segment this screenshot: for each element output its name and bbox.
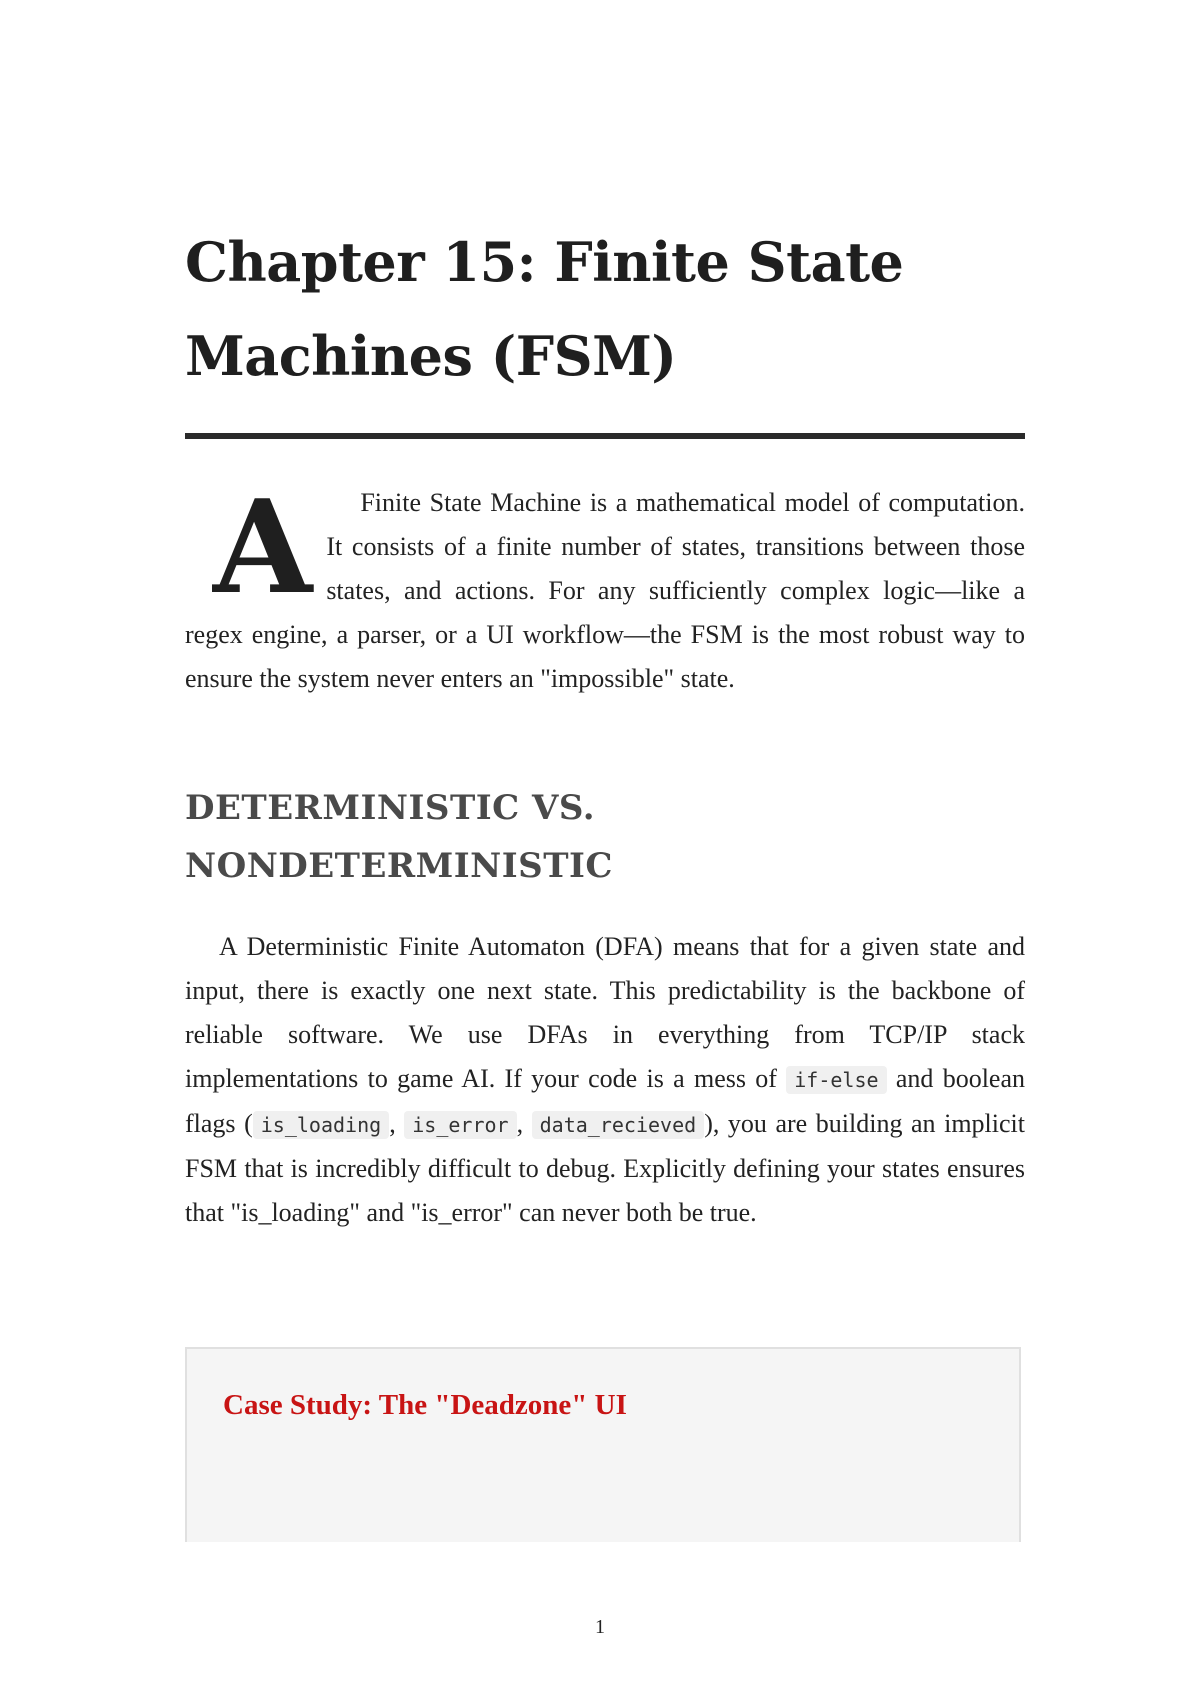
drop-cap: A xyxy=(213,473,313,623)
intro-paragraph xyxy=(185,473,1025,701)
title-divider xyxy=(185,433,1025,439)
page-number: 1 xyxy=(595,1616,605,1638)
chapter-title-line-2: Machines (FSM) xyxy=(185,324,677,388)
section-heading xyxy=(185,779,1025,895)
intro-text: Finite State Machine is a mathematical model of computation. It consists of a finite number of states, transitions between those states, and actions. For any sufficiently complex logic—like a regex engine, a parser, or a UI workflow—the FSM is the most robust way to ensure the system never enters an "impossible" state. xyxy=(185,488,1025,693)
dfa-text-part-2: and boolean flags ( xyxy=(185,1064,1025,1138)
code-separator-1: , xyxy=(389,1109,405,1138)
case-study-title: Case Study: The "Deadzone" UI xyxy=(223,1389,627,1421)
code-is-error: is_error xyxy=(404,1111,516,1139)
section-heading-line-1: DETERMINISTIC VS. xyxy=(185,788,596,828)
case-study-box xyxy=(185,1347,1021,1542)
code-is-loading: is_loading xyxy=(253,1111,389,1139)
dfa-paragraph xyxy=(185,925,1025,1235)
dfa-text-part-1: A Deterministic Finite Automaton (DFA) means that for a given state and input, there is exactly one next state. This predictability is the backbone of reliable software. We use DFAs in everything from TCP/IP stack implementations to game AI. If your code is a mess of xyxy=(185,932,1025,1093)
chapter-title xyxy=(185,215,1025,403)
page-content xyxy=(185,215,1025,1235)
chapter-title-line-1: Chapter 15: Finite State xyxy=(185,230,904,294)
dfa-text-part-3: ), you are building an implicit FSM that is incredibly difficult to debug. Explicitly defining your states ensures that "is_loading" and "is_error" can never both be true. xyxy=(185,1109,1025,1227)
code-data-recieved: data_recieved xyxy=(532,1111,705,1139)
section-heading-line-2: NONDETERMINISTIC xyxy=(185,846,613,886)
code-if-else: if-else xyxy=(786,1066,886,1094)
code-separator-2: , xyxy=(516,1109,532,1138)
